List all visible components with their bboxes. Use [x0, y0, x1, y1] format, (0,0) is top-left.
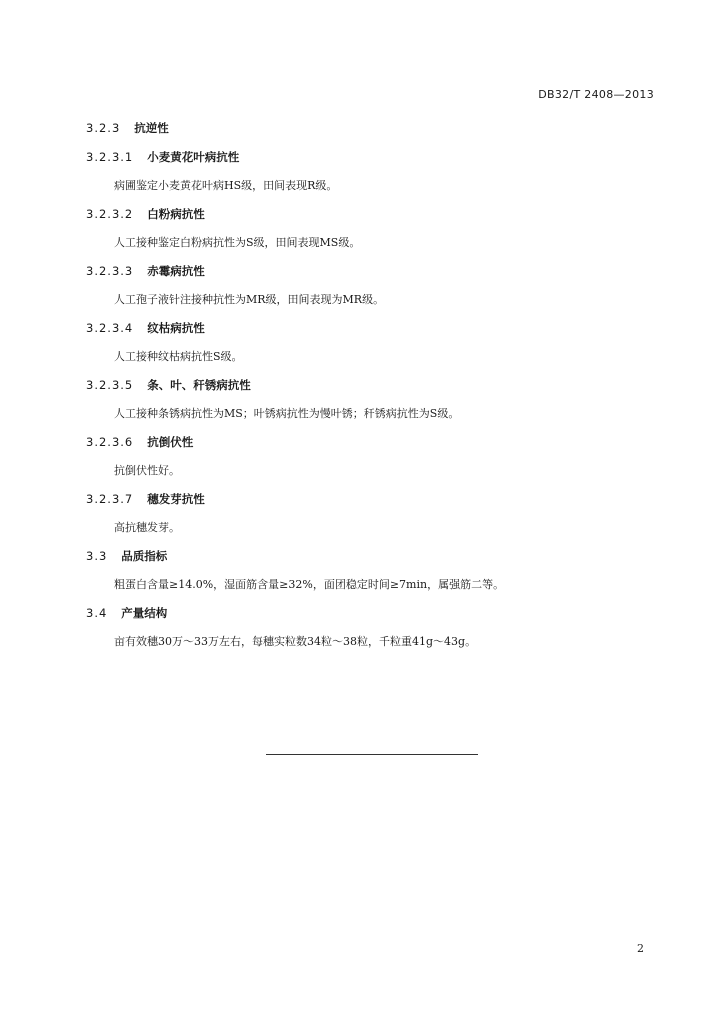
section-heading-3-2-3-4 — [86, 320, 205, 336]
section-paragraph: 抗倒伏性好。 — [114, 464, 180, 477]
section-paragraph: 人工接种纹枯病抗性S级。 — [114, 350, 243, 363]
section-number: 3.2.3.6 — [86, 435, 134, 449]
section-number: 3.2.3.4 — [86, 321, 134, 335]
section-number: 3.2.3 — [86, 121, 121, 135]
section-title: 条、叶、秆锈病抗性 — [147, 378, 251, 392]
section-paragraph: 人工接种条锈病抗性为MS；叶锈病抗性为慢叶锈；秆锈病抗性为S级。 — [114, 407, 460, 420]
section-heading-3-2-3-2 — [86, 206, 205, 222]
section-paragraph: 亩有效穗30万～33万左右，每穗实粒数34粒～38粒，千粒重41g～43g。 — [114, 635, 477, 648]
section-paragraph: 病圃鉴定小麦黄花叶病HS级，田间表现R级。 — [114, 179, 338, 192]
page-number: 2 — [637, 942, 644, 955]
section-title: 品质指标 — [121, 549, 168, 563]
section-paragraph: 人工孢子液针注接种抗性为MR级，田间表现为MR级。 — [114, 293, 385, 306]
end-divider — [266, 754, 478, 755]
section-number: 3.3 — [86, 549, 108, 563]
section-heading-3-2-3-6 — [86, 434, 193, 450]
section-heading-3-2-3-7 — [86, 491, 205, 507]
section-title: 穗发芽抗性 — [147, 492, 205, 506]
section-title: 赤霉病抗性 — [147, 264, 205, 278]
section-paragraph: 粗蛋白含量≥14.0%，湿面筋含量≥32%，面团稳定时间≥7min，属强筋二等。 — [114, 578, 505, 591]
section-heading-3-4 — [86, 605, 167, 621]
section-number: 3.2.3.5 — [86, 378, 134, 392]
section-number: 3.2.3.3 — [86, 264, 134, 278]
section-title: 纹枯病抗性 — [147, 321, 205, 335]
section-title: 抗倒伏性 — [147, 435, 194, 449]
section-number: 3.4 — [86, 606, 108, 620]
section-heading-3-2-3-1 — [86, 149, 239, 165]
section-title: 产量结构 — [121, 606, 168, 620]
section-number: 3.2.3.2 — [86, 207, 134, 221]
section-heading-3-3 — [86, 548, 167, 564]
section-heading-3-2-3-3 — [86, 263, 205, 279]
section-title: 小麦黄花叶病抗性 — [147, 150, 240, 164]
section-paragraph: 高抗穗发芽。 — [114, 521, 180, 534]
section-number: 3.2.3.1 — [86, 150, 134, 164]
section-number: 3.2.3.7 — [86, 492, 134, 506]
section-heading-3-2-3 — [86, 120, 169, 136]
section-title: 白粉病抗性 — [147, 207, 205, 221]
section-paragraph: 人工接种鉴定白粉病抗性为S级，田间表现MS级。 — [114, 236, 361, 249]
section-title: 抗逆性 — [134, 121, 169, 135]
section-heading-3-2-3-5 — [86, 377, 251, 393]
document-code-header: DB32/T 2408—2013 — [538, 88, 654, 101]
